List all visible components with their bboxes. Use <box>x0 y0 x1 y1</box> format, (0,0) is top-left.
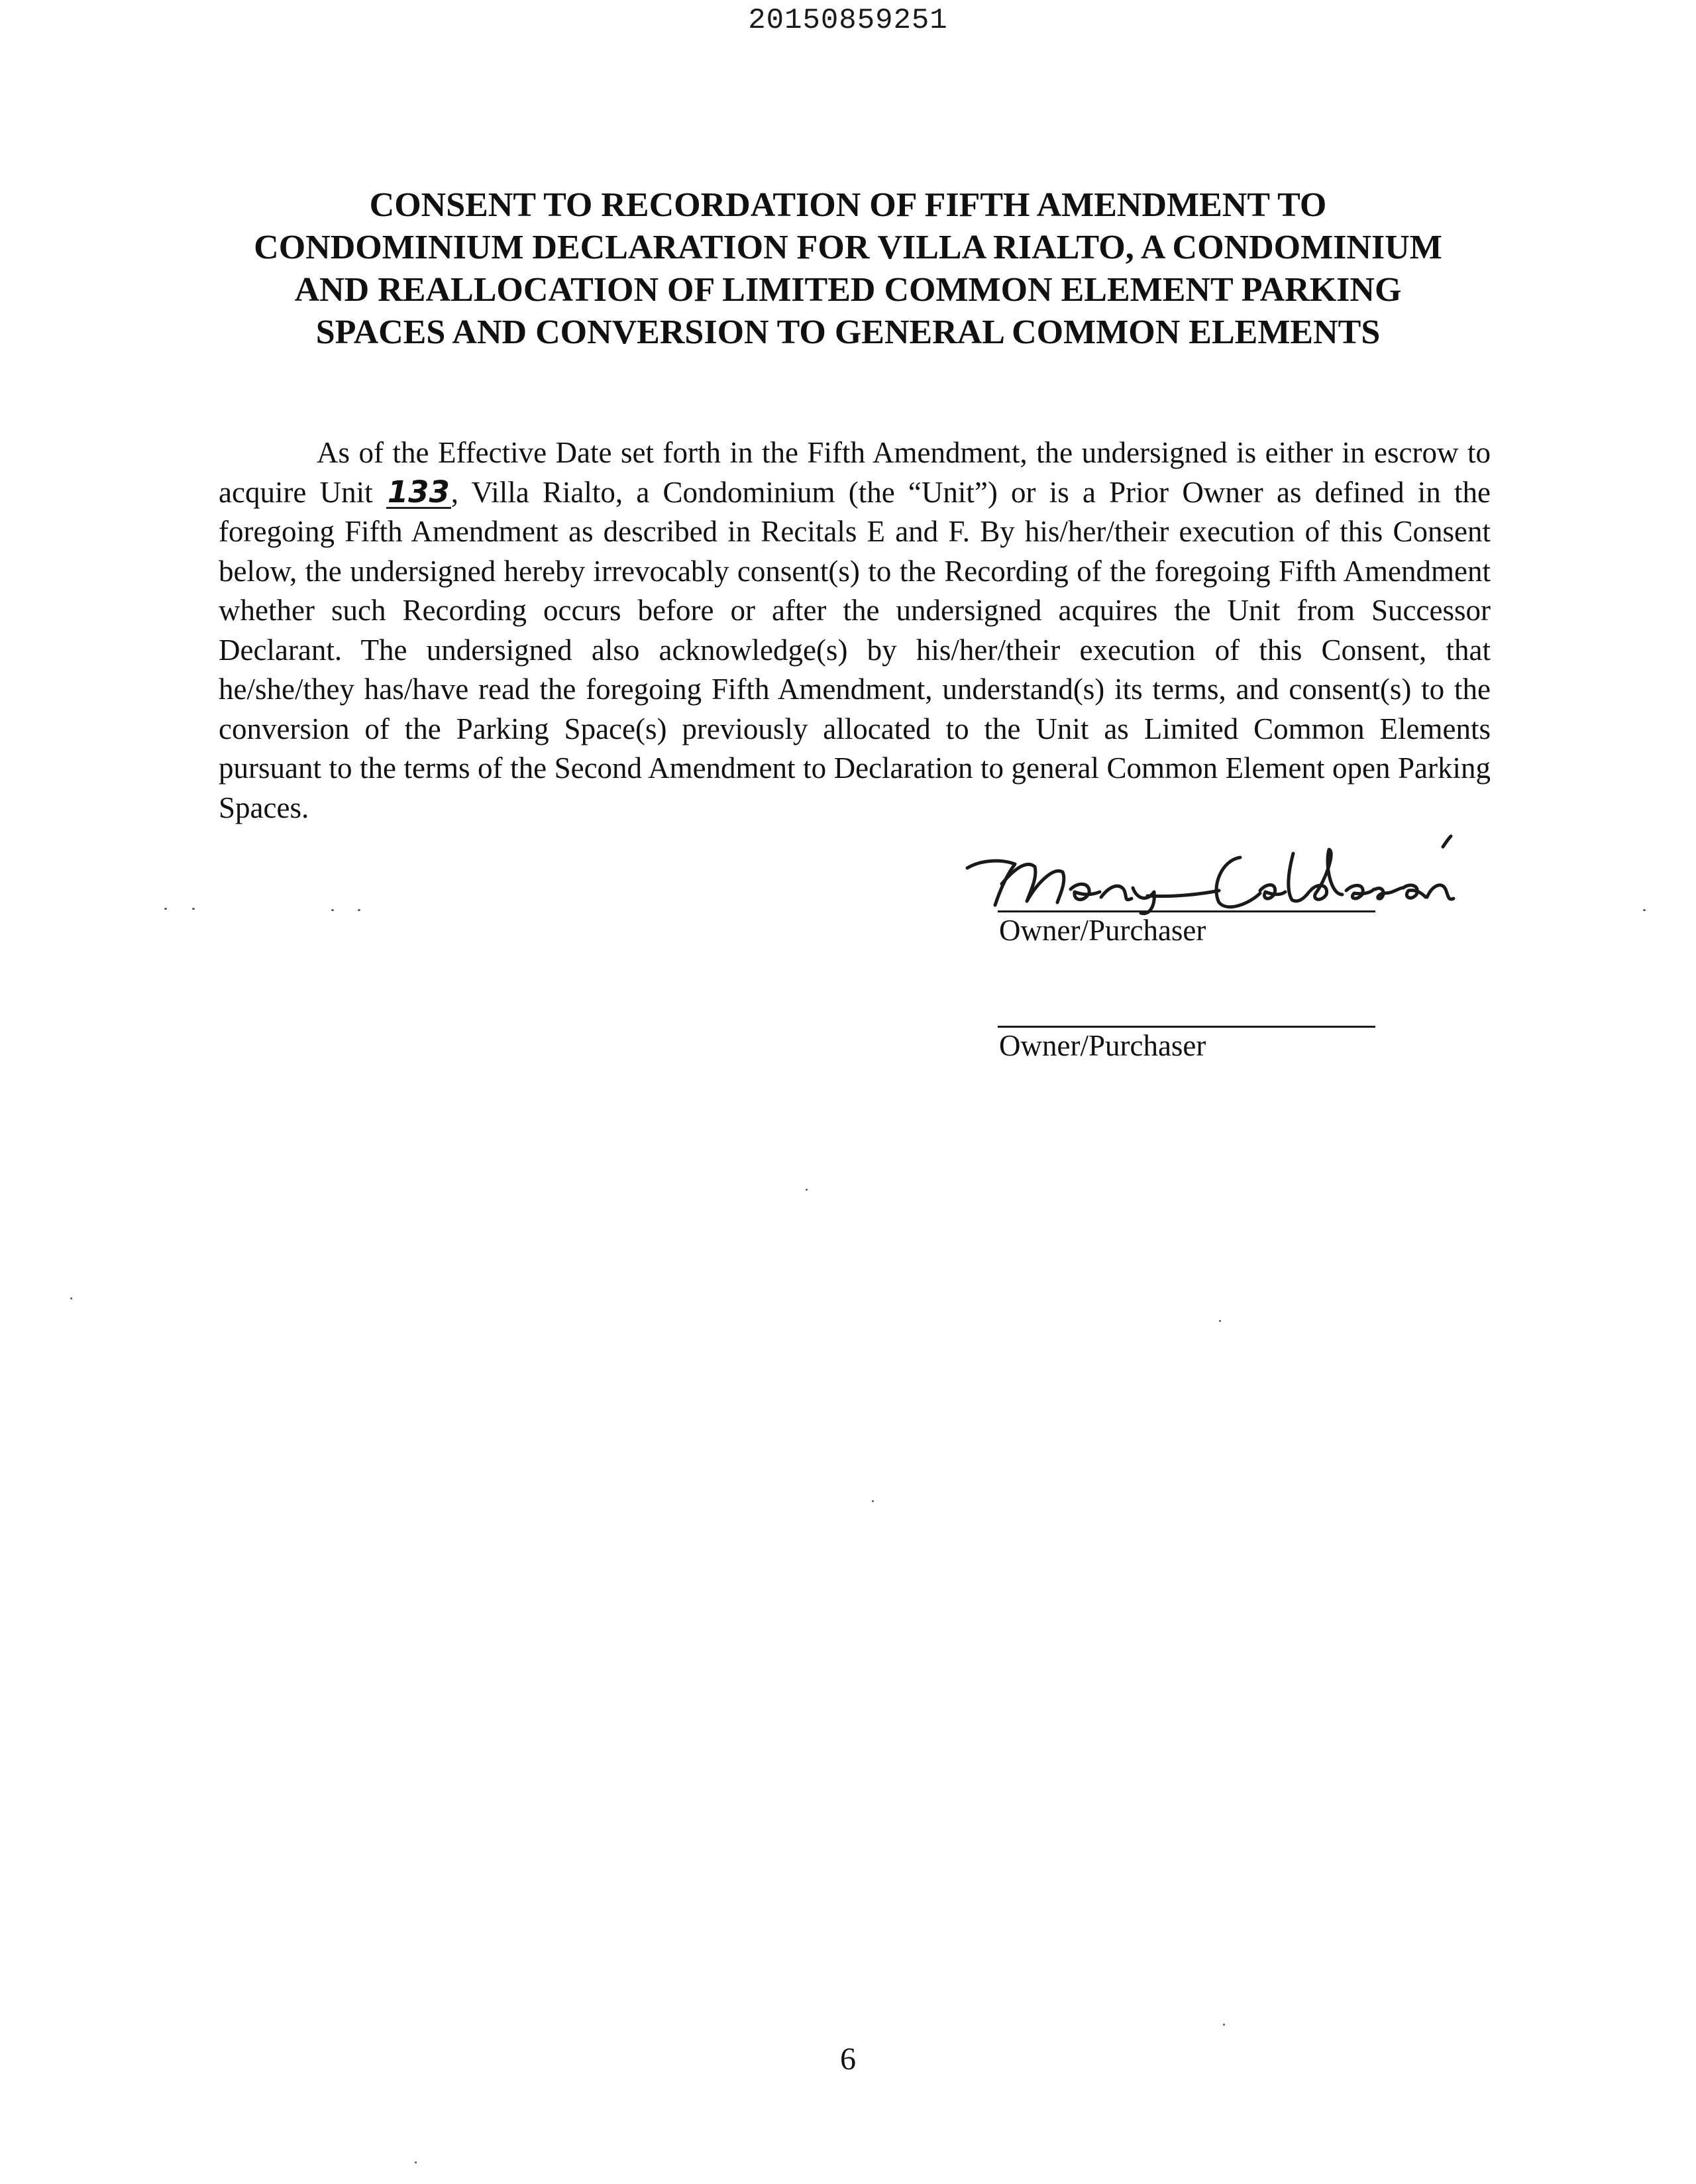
title-line: CONDOMINIUM DECLARATION FOR VILLA RIALTO, A CONDOMINIUM <box>254 229 1442 266</box>
consent-paragraph <box>219 433 1491 828</box>
owner-signature <box>954 834 1458 920</box>
signer-role-label: Owner/Purchaser <box>999 914 1206 947</box>
signature-line <box>998 1026 1375 1028</box>
signature-line <box>998 910 1375 912</box>
page-number: 6 <box>840 2042 856 2077</box>
scan-speck <box>1223 2024 1225 2026</box>
scan-speck <box>1643 909 1646 911</box>
title-line: SPACES AND CONVERSION TO GENERAL COMMON ELEMENTS <box>315 313 1381 351</box>
scan-speck <box>331 909 334 911</box>
paragraph-text-end: , Villa Rialto, a Condominium (the “Unit”) or is a Prior Owner as defined in the foregoing Fifth Amendment as described in Recitals E and F. By his/her/their execution of this Consent below, the undersigned hereby irrevocably consent(s) to the Recording of the foregoing Fifth Amendment whether such Recording occurs before or after the undersigned acquires the Unit from Successor Declarant. The undersigned also acknowledge(s) by his/her/their execution of this Consent, that he/she/they has/have read the foregoing Fifth Amendment, understand(s) its terms, and consent(s) to the conversion of the Parking Space(s) previously allocated to the Unit as Limited Common Elements pursuant to the terms of the Second Amendment to Declaration to general Common Element open Parking Spaces. <box>219 475 1491 824</box>
document-number: 20150859251 <box>748 4 948 37</box>
scan-speck <box>358 909 360 911</box>
scan-speck <box>192 908 195 910</box>
scan-speck <box>806 1189 808 1191</box>
scan-speck <box>415 2161 417 2163</box>
scan-speck <box>70 1297 72 1299</box>
title-line: CONSENT TO RECORDATION OF FIFTH AMENDMENT TO <box>369 186 1327 224</box>
scan-speck <box>872 1500 874 1502</box>
handwritten-unit-number: 133 <box>387 474 450 510</box>
scan-speck <box>164 908 167 910</box>
document-title <box>199 184 1497 354</box>
scan-speck <box>1219 1320 1221 1322</box>
signer-role-label: Owner/Purchaser <box>999 1029 1206 1062</box>
title-line: AND REALLOCATION OF LIMITED COMMON ELEMENT PARKING <box>294 271 1402 309</box>
paragraph-text-start: As of the Effective Date set forth in the Fifth Amendment, the undersigned is either in escrow to acquire Unit <box>219 436 1491 509</box>
